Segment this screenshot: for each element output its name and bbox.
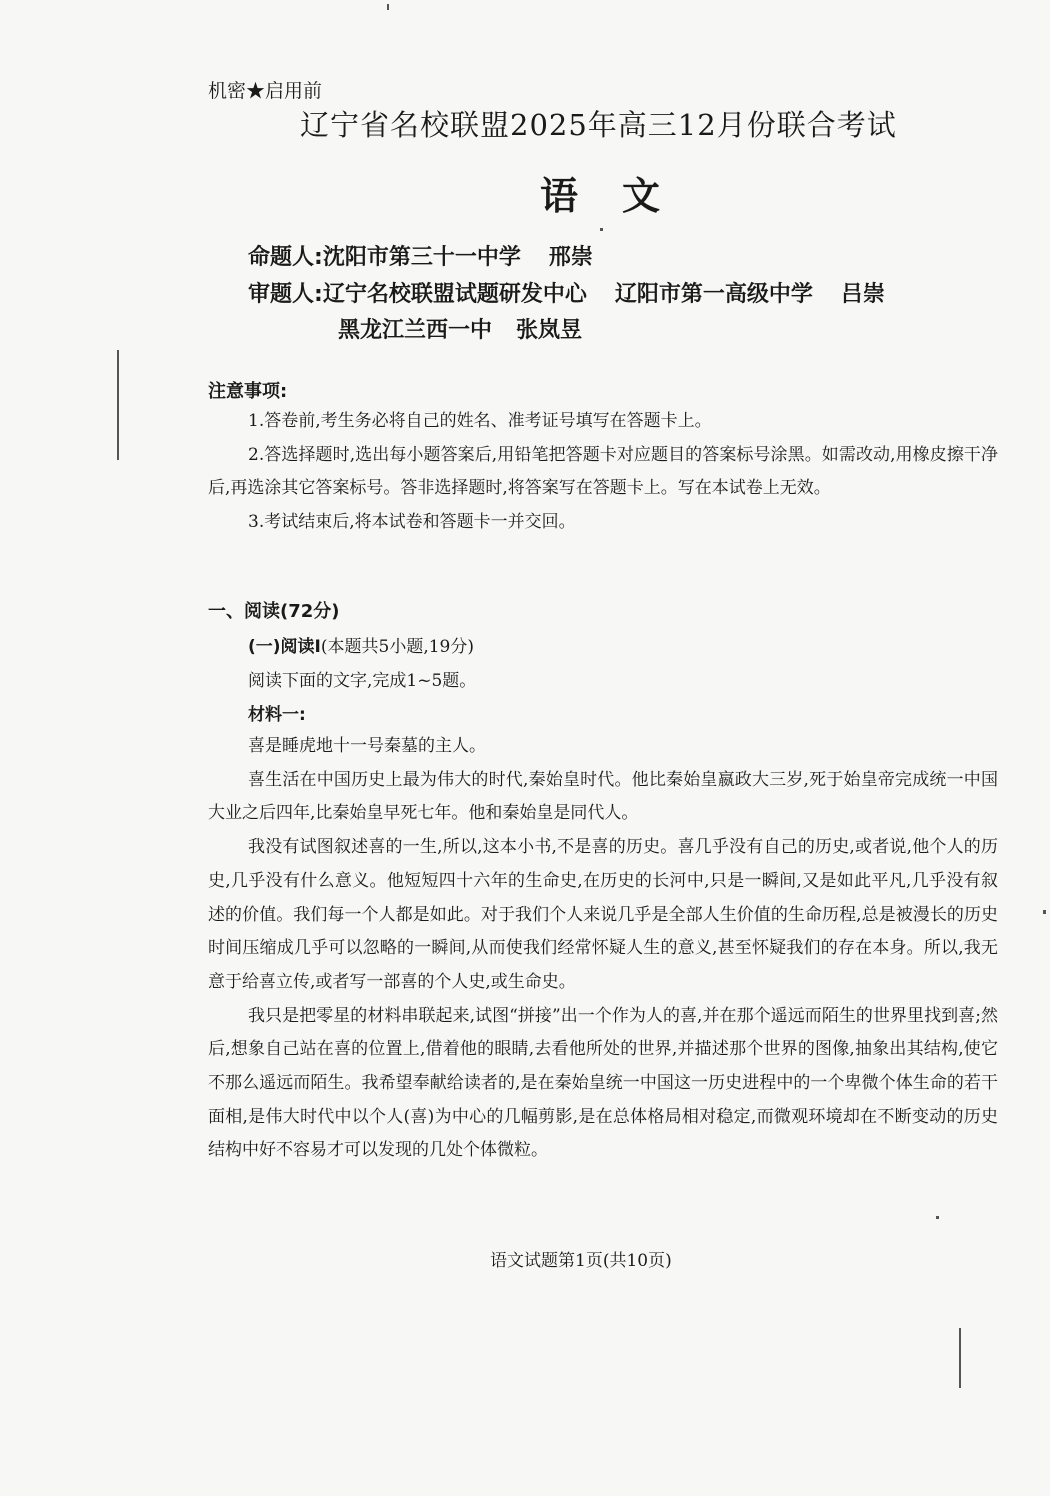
reviewer-line-2 <box>338 313 582 344</box>
note-item-1: 1.答卷前,考生务必将自己的姓名、准考证号填写在答题卡上。 <box>248 411 712 431</box>
scan-mark <box>117 350 119 460</box>
notes-title: 注意事项: <box>208 381 288 402</box>
passage-paragraph: 我没有试图叙述喜的一生,所以,这本小书,不是喜的历史。喜几乎没有自己的历史,或者说,他个人的历史,几乎没有什么意义。他短短四十六年的生命史,在历史的长河中,只是一瞬间,又是如此平凡,几乎没有叙述的价值。我们每一个人都是如此。对于我们个人来说几乎是全部人生价值的生命历程,总是被漫长的历史时间压缩成几乎可以忽略的一瞬间,从而使我们经常怀疑人生的意义,甚至怀疑我们的存在本身。所以,我无意于给喜立传,或者写一部喜的个人史,或生命史。 <box>208 837 998 992</box>
proposer-name: 邢崇 <box>548 245 593 270</box>
passage-paragraph: 喜生活在中国历史上最为伟大的时代,秦始皇时代。他比秦始皇嬴政大三岁,死于始皇帝完成统一中国大业之后四年,比秦始皇早死七年。他和秦始皇是同代人。 <box>208 769 998 824</box>
reviewer-name-1: 吕崇 <box>840 282 885 307</box>
secret-label: 机密★启用前 <box>208 80 323 102</box>
scan-dot <box>387 4 389 10</box>
note-item-3: 3.考试结束后,将本试卷和答题卡一并交回。 <box>248 511 576 532</box>
scan-dot <box>1043 910 1046 914</box>
exam-title: 辽宁省名校联盟2025年高三12月份联合考试 <box>300 108 897 142</box>
reviewer-school-1: 辽阳市第一高级中学 <box>614 282 813 307</box>
reviewer-org: 辽宁名校联盟试题研发中心 <box>322 282 587 307</box>
material-label: 材料一: <box>248 705 306 725</box>
sub-heading-bold: (一)阅读Ⅰ <box>248 637 321 657</box>
scan-mark <box>959 1328 961 1388</box>
sub-heading-rest: (本题共5小题,19分) <box>320 637 474 657</box>
reviewer-label: 审题人: <box>248 282 323 307</box>
passage <box>208 730 998 1168</box>
reviewer-line <box>248 277 885 308</box>
page-footer: 语文试题第1页(共10页) <box>490 1251 672 1271</box>
note-item-2: 2.答选择题时,选出每小题答案后,用铅笔把答题卡对应题目的答案标号涂黑。如需改动,用橡皮擦干净后,再选涂其它答案标号。答非选择题时,将答案写在答题卡上。写在本试卷上无效。 <box>208 444 998 498</box>
proposer-label: 命题人: <box>248 245 323 270</box>
proposer-school: 沈阳市第三十一中学 <box>322 245 521 270</box>
reading-instruction: 阅读下面的文字,完成1~5题。 <box>248 671 477 691</box>
subject-title: 语文 <box>540 173 705 218</box>
scan-dot <box>600 228 603 231</box>
passage-paragraph: 喜是睡虎地十一号秦墓的主人。 <box>248 736 486 756</box>
proposer-line <box>248 240 593 271</box>
reviewer-school-2: 黑龙江兰西一中 <box>338 318 493 343</box>
sub-heading <box>248 632 474 657</box>
passage-paragraph: 我只是把零星的材料串联起来,试图“拼接”出一个作为人的喜,并在那个遥远而陌生的世界里找到喜;然后,想象自己站在喜的位置上,借着他的眼睛,去看他所处的世界,并描述那个世界的图像,抽象出其结构,使它不那么遥远而陌生。我希望奉献给读者的,是在秦始皇统一中国这一历史进程中的一个卑微个体生命的若干面相,是伟大时代中以个人(喜)为中心的几幅剪影,是在总体格局相对稳定,而微观环境却在不断变动的历史结构中好不容易才可以发现的几处个体微粒。 <box>208 1005 998 1161</box>
scan-dot <box>936 1216 939 1219</box>
section-heading: 一、阅读(72分) <box>208 601 340 622</box>
notes-list <box>208 405 998 539</box>
reviewer-name-2: 张岚昱 <box>516 318 583 343</box>
